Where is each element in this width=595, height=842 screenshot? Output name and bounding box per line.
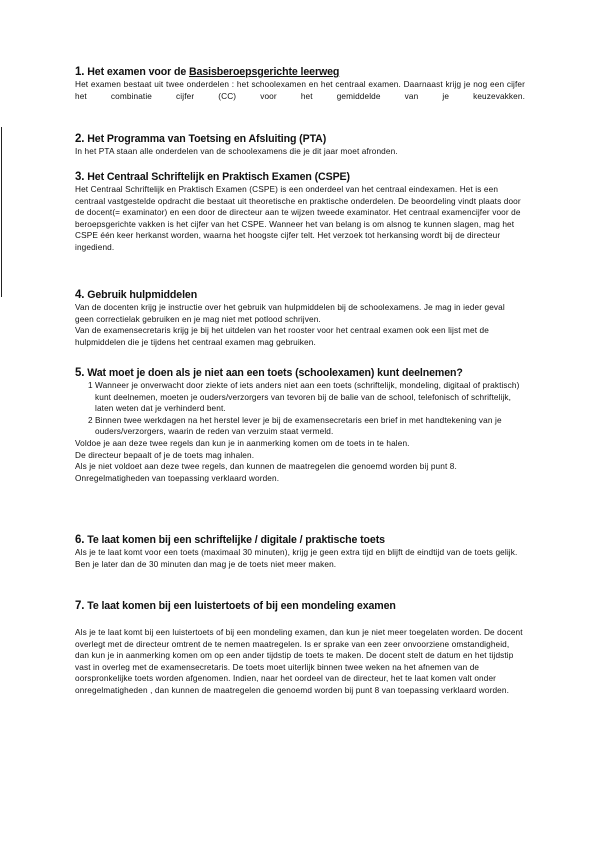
margin-change-bar bbox=[1, 127, 2, 297]
section-7-heading: 7. Te laat komen bij een luistertoets of bij een mondeling examen bbox=[75, 600, 396, 612]
section-2-body: In het PTA staan alle onderdelen van de schoolexamens die je dit jaar moet afronden. bbox=[75, 147, 398, 156]
section-1-body: Het examen bestaat uit twee onderdelen : het schoolexamen en het centraal examen. Daarnaast krijg je nog een cijfer het combinatie cijfer (CC) voor het gemiddelde van je keuzevakken. bbox=[75, 80, 525, 101]
section-5-list bbox=[75, 380, 525, 438]
list-item bbox=[75, 415, 525, 438]
section-5-body: Voldoe je aan deze twee regels dan kun je in aanmerking komen om de toets in te halen. De directeur bepaalt of je de toets mag inhalen. Als je niet voldoet aan deze twee regels, dan kunnen de maatregelen die genoemd worden bij punt 8. Onregelmatigheden van toepassing verklaard worden. bbox=[75, 438, 457, 483]
section-5 bbox=[75, 367, 525, 484]
section-7-body: Als je te laat komt bij een luistertoets of bij een mondeling examen, dan kun je niet meer toegelaten worden. De docent overlegt met de directeur omtrent de te nemen maatregelen. Is er sprake van een zeer onvoorziene omstandigheid, dan kun je in aanmerking komen om op een ander tijdstip de toets te maken. De docent stelt de datum en het tijdstip vast in overleg met de examensecretaris. De toets moet uiterlijk binnen twee weken na het afnemen van de oorspronkelijke toets worden afgenomen. Indien, naar het oordeel van de directeur, het te laat komen valt onder onregelmatigheden , dan kunnen de maatregelen die genoemd worden bij punt 8 van toepassing verklaard worden. bbox=[75, 628, 523, 695]
section-2-heading: 2. Het Programma van Toetsing en Afsluiting (PTA) bbox=[75, 133, 327, 145]
section-1-heading: 1. Het examen voor de Basisberoepsgerichte leerweg bbox=[75, 66, 340, 78]
section-1-heading-underlined: Basisberoepsgerichte leerweg bbox=[188, 66, 340, 78]
section-5-heading: 5. Wat moet je doen als je niet aan een toets (schoolexamen) kunt deelnemen? bbox=[75, 367, 463, 379]
section-6-heading: 6. Te laat komen bij een schriftelijke / digitale / praktische toets bbox=[75, 534, 385, 546]
section-2 bbox=[75, 133, 525, 158]
section-7 bbox=[75, 600, 525, 697]
list-item-number: 1 bbox=[88, 381, 93, 390]
list-item-text: Binnen twee werkdagen na het herstel lever je bij de examensecretaris een brief in met handtekening van je ouders/verzorgers, waarin de reden van verzuim staat vermeld. bbox=[95, 415, 502, 437]
section-1 bbox=[75, 66, 525, 114]
section-4-body: Van de docenten krijg je instructie over het gebruik van hulpmiddelen bij de schoolexamens. Je mag in ieder geval geen correctielak gebruiken en je mag niet met potlood schrijven. Van de examensecretaris krijg je bij het uitdelen van het rooster voor het centraal examen ook een lijst met de hulpmiddelen die je tijdens het centraal examen mag gebruiken. bbox=[75, 303, 505, 347]
section-6-body: Als je te laat komt voor een toets (maximaal 30 minuten), krijg je geen extra tijd en blijft de eindtijd van de toets gelijk. Ben je later dan de 30 minuten dan mag je de toets niet meer maken. bbox=[75, 548, 518, 569]
list-item bbox=[75, 380, 525, 415]
section-3-body: Het Centraal Schriftelijk en Praktisch Examen (CSPE) is een onderdeel van het centraal eindexamen. Het is een centraal vastgestelde opdracht die bestaat uit theoretische en praktische onderdelen. De beoordeling vindt plaats door de docent(= examinator) en een door de directeur aan te wijzen tweede examinator. Het centraal examencijfer voor de beroepsgerichte vakken is het cijfer van het CSPE. Wanneer het van belang is om alsnog te kunnen slagen, mag het CSPE één keer herkanst worden, waarna het hoogste cijfer telt. Het verzoek tot herkansing wordt bij de directeur ingediend. bbox=[75, 185, 521, 252]
section-3 bbox=[75, 171, 525, 254]
section-4 bbox=[75, 289, 525, 348]
section-4-heading: 4. Gebruik hulpmiddelen bbox=[75, 289, 198, 301]
list-item-text: Wanneer je onverwacht door ziekte of iets anders niet aan een toets (schriftelijk, mondeling, digitaal of praktisch) kunt deelnemen, moeten je ouders/verzorgers van tevoren bij de balie van de school, telefonisch of schriftelijk, laten weten dat je verhinderd bent. bbox=[95, 381, 520, 414]
section-6 bbox=[75, 534, 525, 570]
list-item-number: 2 bbox=[88, 415, 93, 425]
section-3-heading: 3. Het Centraal Schriftelijk en Praktisch Examen (CSPE) bbox=[75, 171, 350, 183]
